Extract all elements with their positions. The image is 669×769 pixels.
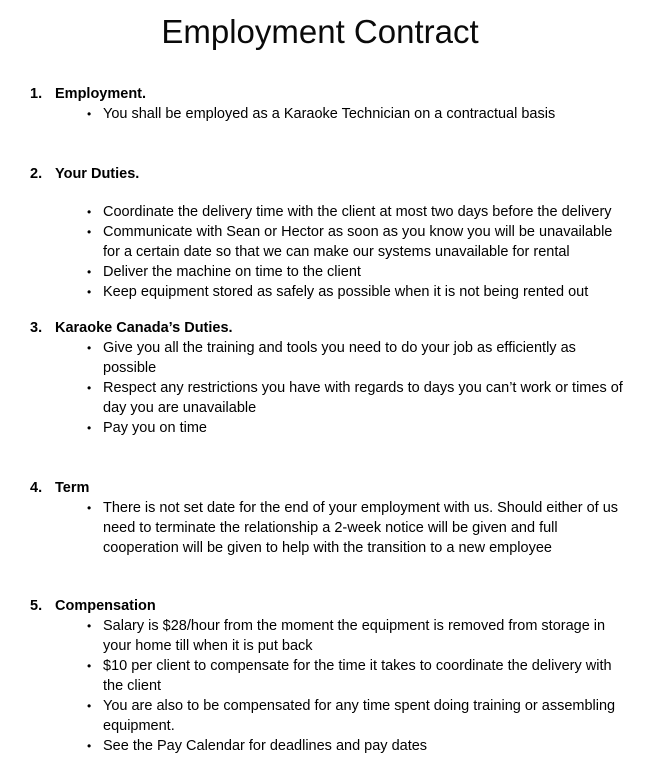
bullet-icon: • bbox=[87, 501, 92, 515]
list-item bbox=[0, 656, 669, 696]
list-item-text: Give you all the training and tools you need to do your job as efficiently as possible bbox=[103, 340, 576, 376]
list-item bbox=[0, 338, 669, 378]
list-item-text: Salary is $28/hour from the moment the equipment is removed from storage in your home till when it is put back bbox=[103, 618, 606, 654]
section-number: 2. bbox=[30, 166, 43, 182]
bullet-list bbox=[0, 202, 669, 302]
list-item bbox=[0, 736, 669, 756]
list-item-text: See the Pay Calendar for deadlines and pay dates bbox=[103, 738, 428, 754]
list-item bbox=[0, 616, 669, 656]
list-item bbox=[0, 202, 669, 222]
list-item-text: You are also to be compensated for any time spent doing training or assembling equipment. bbox=[103, 698, 616, 734]
bullet-list bbox=[0, 104, 669, 124]
list-item bbox=[0, 696, 669, 736]
bullet-icon: • bbox=[87, 699, 92, 713]
bullet-icon: • bbox=[87, 421, 92, 435]
bullet-icon: • bbox=[87, 107, 92, 121]
bullet-list bbox=[0, 616, 669, 756]
section-compensation bbox=[0, 596, 669, 756]
bullet-icon: • bbox=[87, 739, 92, 753]
list-item-text: Communicate with Sean or Hector as soon as you know you will be unavailable for a certain date so that we can make our systems unavailable for rental bbox=[103, 224, 613, 260]
section-title: Karaoke Canada’s Duties. bbox=[55, 320, 233, 336]
section-number: 4. bbox=[30, 480, 43, 496]
section-title: Compensation bbox=[55, 598, 156, 614]
section-heading bbox=[0, 478, 669, 498]
list-item-text: There is not set date for the end of your employment with us. Should either of us need to terminate the relationship a 2-week notice will be given and full cooperation will be given to help with the transition to a new employee bbox=[103, 500, 619, 556]
list-item-text: Coordinate the delivery time with the client at most two days before the delivery bbox=[103, 204, 612, 220]
list-item bbox=[0, 104, 669, 124]
list-item-text: $10 per client to compensate for the time it takes to coordinate the delivery with the client bbox=[103, 658, 612, 694]
section-number: 3. bbox=[30, 320, 43, 336]
bullet-icon: • bbox=[87, 265, 92, 279]
section-heading bbox=[0, 596, 669, 616]
bullet-icon: • bbox=[87, 619, 92, 633]
bullet-icon: • bbox=[87, 285, 92, 299]
bullet-icon: • bbox=[87, 341, 92, 355]
list-item-text: Respect any restrictions you have with regards to days you can’t work or times of day you are unavailable bbox=[103, 380, 623, 416]
bullet-icon: • bbox=[87, 225, 92, 239]
section-title: Your Duties. bbox=[55, 166, 140, 182]
section-term bbox=[0, 478, 669, 558]
section-employment bbox=[0, 84, 669, 124]
list-item-text: Keep equipment stored as safely as possible when it is not being rented out bbox=[103, 284, 589, 300]
list-item bbox=[0, 378, 669, 418]
list-item-text: Pay you on time bbox=[103, 420, 207, 436]
list-item bbox=[0, 418, 669, 438]
list-item bbox=[0, 282, 669, 302]
bullet-list bbox=[0, 338, 669, 438]
section-karaoke-canada-duties bbox=[0, 318, 669, 438]
section-your-duties bbox=[0, 164, 669, 302]
section-number: 5. bbox=[30, 598, 43, 614]
bullet-icon: • bbox=[87, 659, 92, 673]
list-item bbox=[0, 262, 669, 282]
bullet-list bbox=[0, 498, 669, 558]
bullet-icon: • bbox=[87, 205, 92, 219]
section-number: 1. bbox=[30, 86, 43, 102]
section-title: Employment. bbox=[55, 86, 147, 102]
section-heading bbox=[0, 164, 669, 184]
list-item-text: Deliver the machine on time to the client bbox=[103, 264, 361, 280]
document-title: Employment Contract bbox=[161, 13, 479, 50]
section-heading bbox=[0, 84, 669, 104]
section-title: Term bbox=[55, 480, 90, 496]
section-heading bbox=[0, 318, 669, 338]
list-item-text: You shall be employed as a Karaoke Technician on a contractual basis bbox=[103, 106, 556, 122]
list-item bbox=[0, 498, 669, 558]
list-item bbox=[0, 222, 669, 262]
bullet-icon: • bbox=[87, 381, 92, 395]
